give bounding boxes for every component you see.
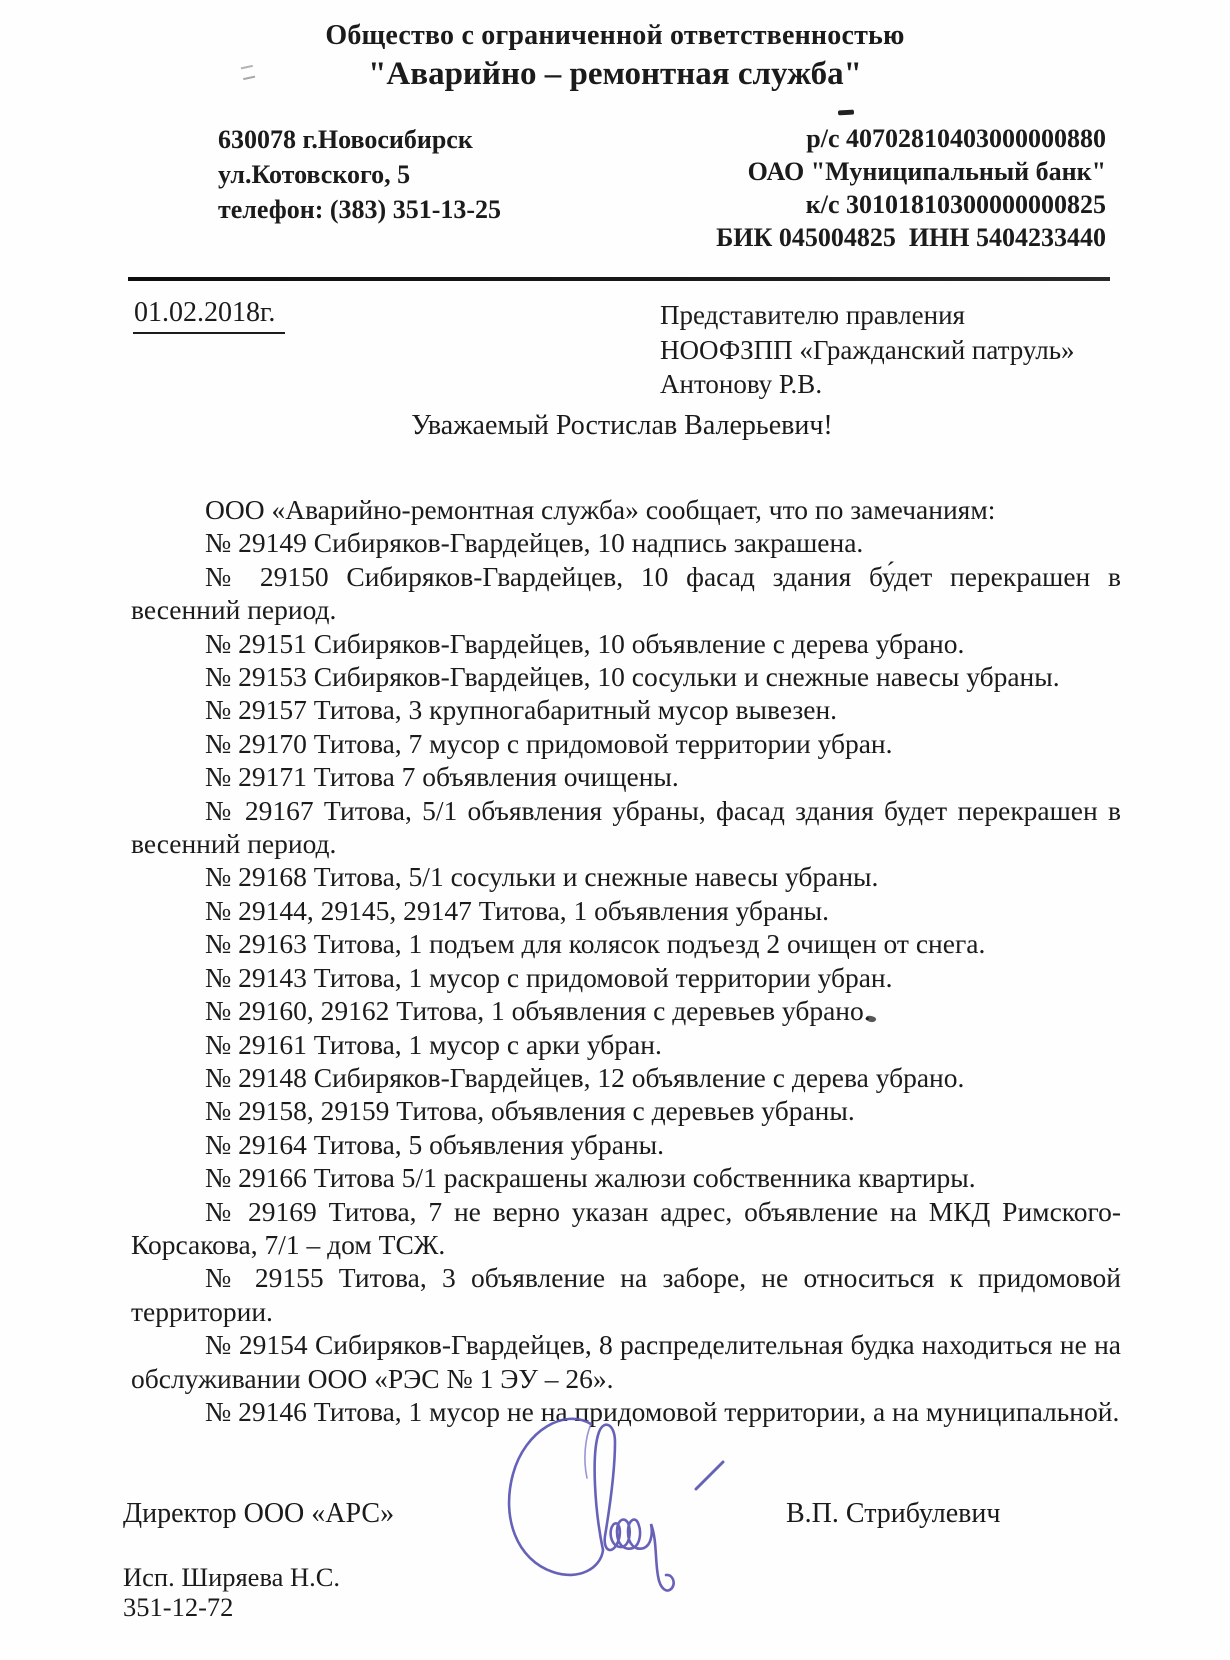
letter-date-text: 01.02.2018г. (133, 296, 285, 334)
body-paragraph: № 29153 Сибиряков-Гвардейцев, 10 сосульки и снежные навесы убраны. (205, 661, 1060, 693)
company-address-block (218, 122, 501, 227)
bank-line: к/с 30101810300000000825 (805, 190, 1106, 219)
body-paragraph: № 29143 Титова, 1 мусор с придомовой территории убран. (205, 961, 893, 993)
address-line: ул.Котовского, 5 (218, 160, 411, 189)
addressee-line: Представителю правления (660, 300, 965, 330)
handwritten-signature-ink (495, 1408, 755, 1600)
body-paragraph: № 29148 Сибиряков-Гвардейцев, 12 объявление с дерева убрано. (205, 1061, 965, 1093)
bank-line: ОАО "Муниципальный банк" (747, 157, 1106, 186)
body-paragraph: № 29164 Титова, 5 объявления убраны. (205, 1128, 665, 1160)
body-paragraph: № 29169 Титова, 7 не верно указан адрес, объявление на МКД Римского-Корсакова, 7/1 – дом ТСЖ. (131, 1195, 1121, 1260)
body-paragraph: № 29158, 29159 Титова, объявления с деревьев убраны. (205, 1095, 855, 1127)
body-paragraph: № 29160, 29162 Титова, 1 объявления с деревьев убрано. (205, 995, 871, 1027)
body-paragraph: № 29154 Сибиряков-Гвардейцев, 8 распределительная будка находиться не на обслуживании ООО «РЭС № 1 ЭУ – 26». (131, 1329, 1121, 1394)
executor-block (123, 1562, 340, 1622)
salutation: Уважаемый Ростислав Валерьевич! (411, 410, 833, 441)
body-paragraph: № 29168 Титова, 5/1 сосульки и снежные навесы убраны. (205, 861, 879, 893)
executor-phone: 351-12-72 (123, 1592, 234, 1622)
addressee-block (660, 298, 1075, 402)
address-line: 630078 г.Новосибирск (218, 125, 473, 154)
bank-details-block (716, 122, 1106, 254)
body-paragraph: № 29146 Титова, 1 мусор не на придомовой территории, а на муниципальной. (205, 1395, 1120, 1427)
body-paragraph: № 29166 Титова 5/1 раскрашены жалюзи собственника квартиры. (205, 1162, 976, 1194)
body-paragraph: № 29144, 29145, 29147 Титова, 1 объявления убраны. (205, 894, 830, 926)
org-name-line2: "Аварийно – ремонтная служба" (368, 56, 862, 92)
body-paragraph: № 29171 Титова 7 объявления очищены. (205, 761, 679, 793)
body-paragraph: № 29170 Титова, 7 мусор с придомовой территории убран. (205, 727, 893, 759)
bank-line: р/с 40702810403000000880 (806, 124, 1106, 153)
body-paragraph: № 29157 Титова, 3 крупногабаритный мусор вывезен. (205, 694, 838, 726)
scan-dash-artifact (838, 110, 854, 116)
director-title: Директор ООО «АРС» (123, 1498, 395, 1529)
body-paragraph: № 29149 Сибиряков-Гвардейцев, 10 надпись закрашена. (205, 527, 864, 559)
body-paragraph: ООО «Аварийно-ремонтная служба» сообщает, что по замечаниям: (205, 494, 996, 525)
body-paragraph: № 29151 Сибиряков-Гвардейцев, 10 объявление с дерева убрано. (205, 627, 965, 659)
body-paragraph: № 29167 Титова, 5/1 объявления убраны, фасад здания будет перекрашен в весенний период. (131, 794, 1121, 860)
org-name-line1: Общество с ограниченной ответственностью (325, 20, 905, 51)
letter-date (133, 296, 285, 334)
body-paragraph: № 29163 Титова, 1 подъем для колясок подъезд 2 очищен от снега. (205, 928, 986, 960)
body-paragraph: № 29150 Сибиряков-Гвардейцев, 10 фасад здания бу́дет перекрашен в весенний период. (131, 560, 1121, 626)
body-paragraph: № 29161 Титова, 1 мусор с арки убран. (205, 1028, 662, 1060)
bank-line: БИК 045004825 ИНН 5404233440 (716, 223, 1106, 252)
scan-speck-artifact (241, 65, 255, 80)
letter-body (131, 493, 1121, 1428)
addressee-line: Антонову Р.В. (660, 369, 823, 399)
header-divider (128, 277, 1110, 281)
address-line: телефон: (383) 351-13-25 (218, 195, 502, 224)
body-paragraph: № 29155 Титова, 3 объявление на заборе, не относиться к придомовой территории. (131, 1262, 1121, 1327)
director-name: В.П. Стрибулевич (786, 1498, 1001, 1529)
executor-name: Исп. Ширяева Н.С. (123, 1562, 341, 1592)
addressee-line: НООФЗПП «Гражданский патруль» (660, 334, 1075, 365)
